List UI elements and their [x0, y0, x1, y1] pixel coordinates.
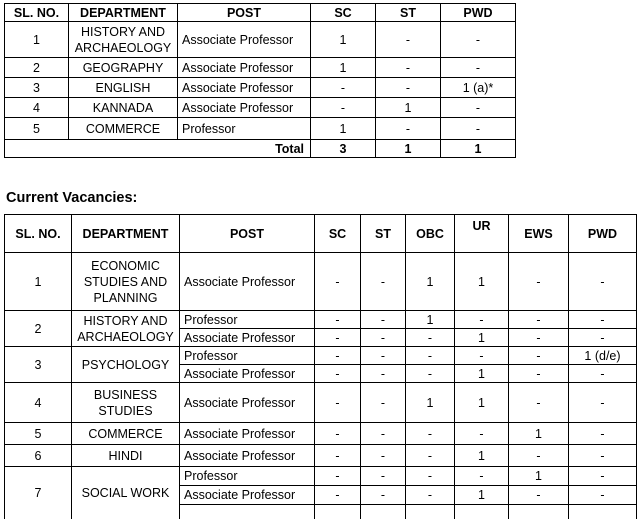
cell-pwd: -: [569, 467, 637, 486]
cell-department: [72, 383, 180, 423]
cell-department: ENGLISH: [69, 78, 178, 98]
cell-ews: 1: [509, 423, 569, 445]
cell-sc: -: [315, 445, 361, 467]
cell-ews: -: [509, 253, 569, 311]
cell-sc: -: [315, 423, 361, 445]
cell-post: Associate Professor: [178, 78, 311, 98]
cell-ur: -: [455, 311, 509, 329]
cell-st: -: [376, 118, 441, 140]
cell-sl-no: 7: [5, 467, 72, 519]
cell-department: COMMERCE: [72, 423, 180, 445]
cell-ur: -: [455, 467, 509, 486]
col-header-department: DEPARTMENT: [69, 4, 178, 22]
cell-pwd: -: [569, 365, 637, 383]
department-line: HISTORY AND: [80, 24, 166, 39]
col-header-obc: OBC: [406, 215, 455, 253]
table-row: [5, 423, 637, 445]
table-row: [5, 311, 637, 329]
cell-post: Associate Professor: [178, 22, 311, 58]
cell-post: Associate Professor: [180, 445, 315, 467]
table-row: [5, 118, 516, 140]
cell-sl-no: 6: [5, 445, 72, 467]
cell-ews: -: [509, 365, 569, 383]
cell-st: -: [361, 253, 406, 311]
cell-ur: 1: [455, 486, 509, 505]
cell-ews: [509, 505, 569, 519]
cell-department: GEOGRAPHY: [69, 58, 178, 78]
table-row: [5, 347, 637, 365]
cell-post: Associate Professor: [178, 58, 311, 78]
cell-sc: -: [315, 383, 361, 423]
cell-sc: -: [315, 365, 361, 383]
cell-ews: -: [509, 311, 569, 329]
table-row: [5, 383, 637, 423]
department-line: ARCHAEOLOGY: [77, 329, 174, 344]
total-st: 1: [376, 140, 441, 158]
cell-sc: 1: [311, 22, 376, 58]
cell-ur: -: [455, 347, 509, 365]
col-header-post: POST: [178, 4, 311, 22]
cell-st: -: [361, 311, 406, 329]
cell-department: COMMERCE: [69, 118, 178, 140]
col-header-ews: EWS: [509, 215, 569, 253]
table-row: [5, 467, 637, 486]
col-header-sc: SC: [315, 215, 361, 253]
department-line: BUSINESS: [93, 387, 158, 402]
cell-post: Professor: [178, 118, 311, 140]
cell-st: -: [376, 58, 441, 78]
table-row: [5, 98, 516, 118]
cell-pwd: -: [569, 253, 637, 311]
cell-st: [361, 505, 406, 519]
cell-ews: -: [509, 347, 569, 365]
cell-pwd: -: [569, 486, 637, 505]
table-row: [5, 22, 516, 58]
col-header-st: ST: [376, 4, 441, 22]
cell-ews: 1: [509, 467, 569, 486]
table-header-row: [5, 215, 637, 253]
cell-ur: 1: [455, 253, 509, 311]
cell-post: Associate Professor: [178, 98, 311, 118]
cell-department: [72, 311, 180, 347]
cell-pwd: -: [569, 329, 637, 347]
cell-sc: -: [311, 98, 376, 118]
cell-sl-no: 1: [5, 22, 69, 58]
cell-sc: -: [315, 253, 361, 311]
col-header-sc: SC: [311, 4, 376, 22]
cell-pwd: 1 (a)*: [441, 78, 516, 98]
table-row: [5, 58, 516, 78]
cell-obc: 1: [406, 383, 455, 423]
cell-sc: 1: [311, 118, 376, 140]
cell-ur: -: [455, 423, 509, 445]
cell-post: Associate Professor: [180, 383, 315, 423]
col-header-post: POST: [180, 215, 315, 253]
cell-post: Associate Professor: [180, 253, 315, 311]
cell-ews: -: [509, 329, 569, 347]
cell-st: -: [361, 383, 406, 423]
cell-st: -: [361, 486, 406, 505]
col-header-pwd: PWD: [569, 215, 637, 253]
cell-post: Associate Professor: [180, 423, 315, 445]
cell-sl-no: 5: [5, 423, 72, 445]
col-header-st: ST: [361, 215, 406, 253]
cell-ur: 1: [455, 329, 509, 347]
cell-obc: -: [406, 467, 455, 486]
table-row: [5, 253, 637, 311]
cell-department: SOCIAL WORK: [72, 467, 180, 519]
table-row: [5, 445, 637, 467]
department-line: ECONOMIC: [91, 258, 160, 273]
reserved-vacancies-table: [4, 3, 516, 158]
cell-post: Associate Professor: [180, 365, 315, 383]
cell-obc: -: [406, 329, 455, 347]
cell-post: Professor: [180, 311, 315, 329]
cell-pwd: -: [441, 58, 516, 78]
cell-post: Associate Professor: [180, 486, 315, 505]
total-label: Total: [5, 140, 311, 158]
cell-st: -: [376, 22, 441, 58]
cell-ur: 1: [455, 365, 509, 383]
cell-post: Associate Professor: [180, 329, 315, 347]
cell-sl-no: 3: [5, 347, 72, 383]
table-row: [5, 78, 516, 98]
cell-sc: -: [311, 78, 376, 98]
cell-obc: -: [406, 423, 455, 445]
cell-obc: -: [406, 347, 455, 365]
department-line: PLANNING: [93, 290, 158, 305]
cell-st: -: [361, 423, 406, 445]
cell-sc: -: [315, 347, 361, 365]
cell-sl-no: 4: [5, 383, 72, 423]
cell-department: [72, 253, 180, 311]
department-line: STUDIES AND: [83, 274, 168, 289]
col-header-department: DEPARTMENT: [72, 215, 180, 253]
cell-sl-no: 2: [5, 311, 72, 347]
total-pwd: 1: [441, 140, 516, 158]
current-vacancies-table: [4, 214, 637, 519]
cell-ur: 1: [455, 445, 509, 467]
cell-post: Professor: [180, 467, 315, 486]
cell-ews: -: [509, 383, 569, 423]
cell-st: -: [361, 347, 406, 365]
cell-sc: -: [315, 486, 361, 505]
cell-pwd: -: [441, 98, 516, 118]
cell-sc: -: [315, 467, 361, 486]
cell-sl-no: 4: [5, 98, 69, 118]
cell-pwd: [569, 505, 637, 519]
cell-pwd: -: [569, 383, 637, 423]
cell-ur: [455, 505, 509, 519]
cell-department: HINDI: [72, 445, 180, 467]
cell-obc: [406, 505, 455, 519]
cell-post: Professor: [180, 347, 315, 365]
total-sc: 3: [311, 140, 376, 158]
col-header-sl-no: SL. NO.: [5, 215, 72, 253]
col-header-pwd: PWD: [441, 4, 516, 22]
cell-st: 1: [376, 98, 441, 118]
department-line: HISTORY AND: [83, 313, 168, 328]
cell-sc: -: [315, 311, 361, 329]
cell-post: [180, 505, 315, 519]
cell-st: -: [376, 78, 441, 98]
cell-ews: -: [509, 445, 569, 467]
cell-obc: -: [406, 486, 455, 505]
cell-sc: [315, 505, 361, 519]
cell-st: -: [361, 329, 406, 347]
cell-department: [69, 22, 178, 58]
cell-obc: 1: [406, 311, 455, 329]
cell-sl-no: 5: [5, 118, 69, 140]
cell-ews: -: [509, 486, 569, 505]
cell-sl-no: 3: [5, 78, 69, 98]
col-header-sl-no: SL. NO.: [5, 4, 69, 22]
department-line: STUDIES: [98, 403, 153, 418]
cell-pwd: -: [569, 311, 637, 329]
cell-sl-no: 1: [5, 253, 72, 311]
cell-sc: -: [315, 329, 361, 347]
table-header-row: [5, 4, 516, 22]
department-line: ARCHAEOLOGY: [74, 40, 172, 55]
cell-pwd: -: [569, 423, 637, 445]
cell-ur: 1: [455, 383, 509, 423]
cell-st: -: [361, 445, 406, 467]
cell-obc: 1: [406, 253, 455, 311]
cell-st: -: [361, 365, 406, 383]
cell-obc: -: [406, 365, 455, 383]
cell-sc: 1: [311, 58, 376, 78]
cell-pwd: -: [441, 118, 516, 140]
cell-pwd: 1 (d/e): [569, 347, 637, 365]
section-heading: Current Vacancies:: [6, 190, 138, 206]
cell-pwd: -: [441, 22, 516, 58]
cell-st: -: [361, 467, 406, 486]
cell-pwd: -: [569, 445, 637, 467]
cell-department: PSYCHOLOGY: [72, 347, 180, 383]
cell-obc: -: [406, 445, 455, 467]
col-header-ur: UR: [455, 215, 509, 253]
total-row: [5, 140, 516, 158]
cell-department: KANNADA: [69, 98, 178, 118]
cell-sl-no: 2: [5, 58, 69, 78]
